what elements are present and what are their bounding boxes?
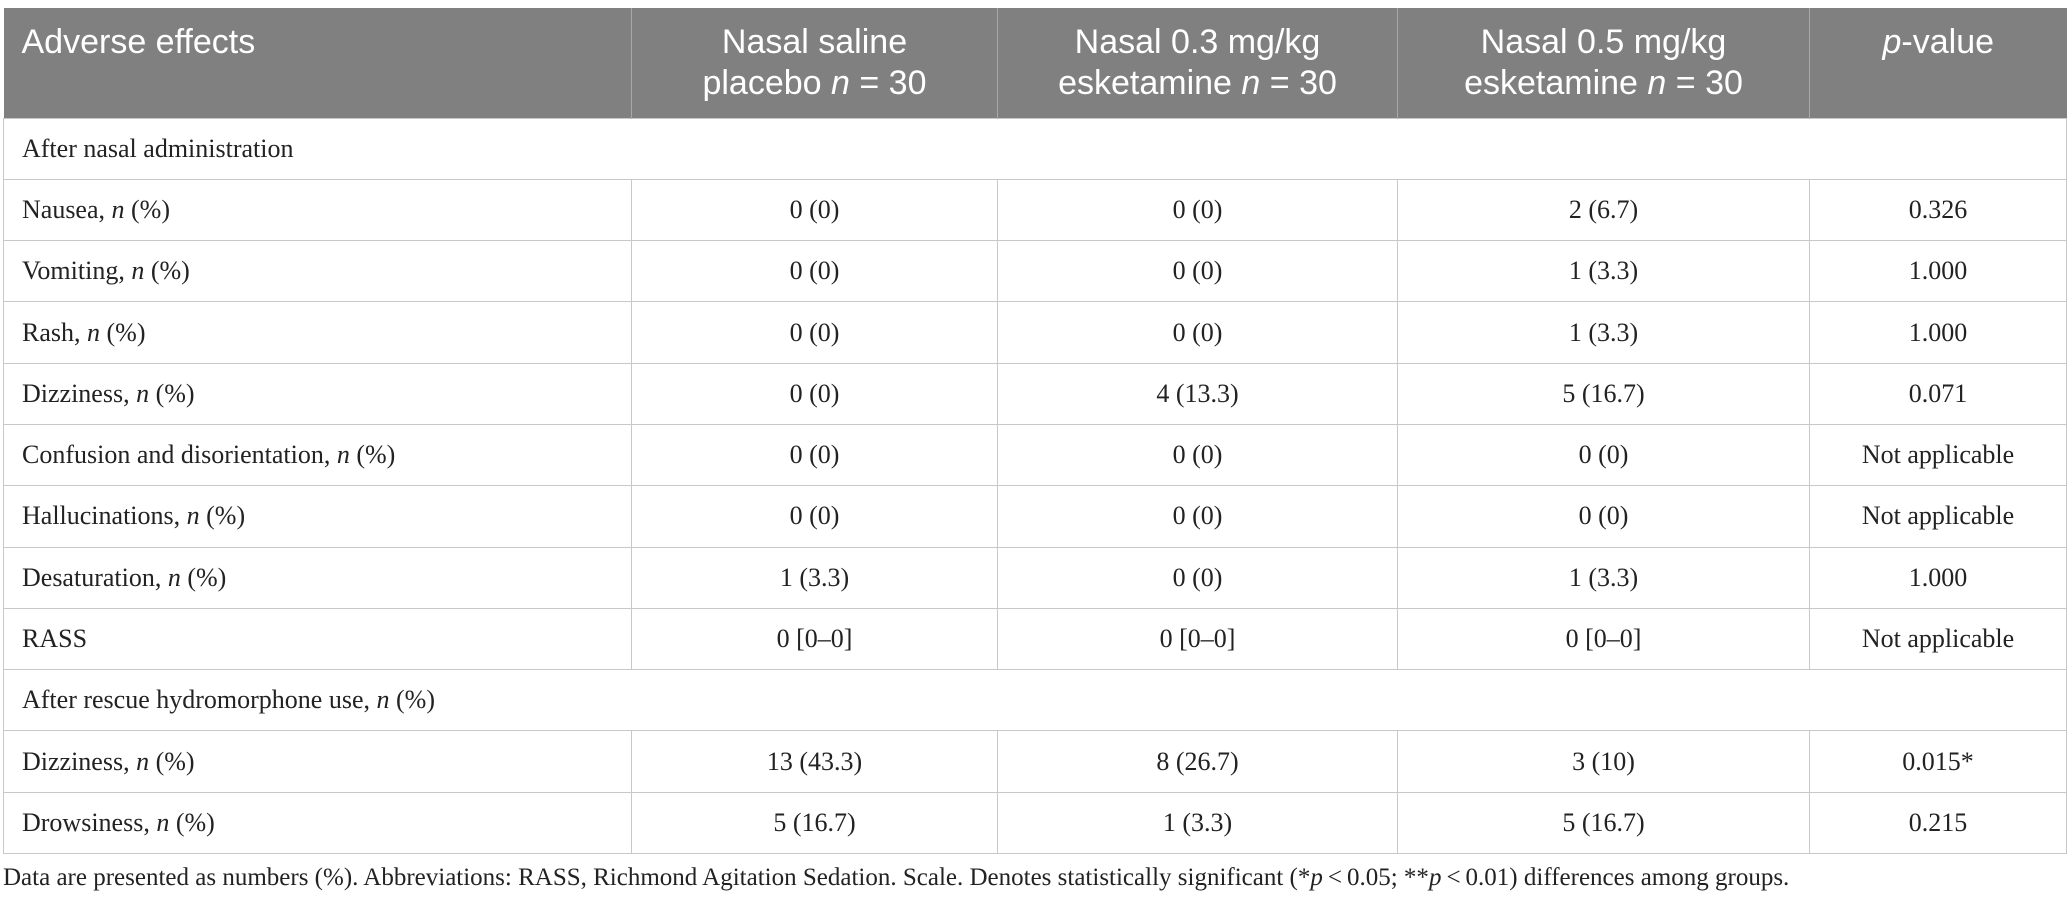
table-row [4,241,2067,302]
cell-esketamine-05: 5 (16.7) [1398,792,1810,853]
section-label: After nasal administration [4,118,2067,179]
cell-esketamine-03: 0 (0) [998,547,1398,608]
row-label: Vomiting, n (%) [4,241,632,302]
cell-p-value: 0.215 [1810,792,2067,853]
cell-esketamine-03: 0 (0) [998,424,1398,485]
table-row [4,608,2067,669]
table-header [4,8,2067,118]
cell-p-value: 1.000 [1810,241,2067,302]
cell-esketamine-03: 1 (3.3) [998,792,1398,853]
cell-saline-placebo: 0 (0) [632,241,998,302]
row-label: Drowsiness, n (%) [4,792,632,853]
cell-esketamine-03: 4 (13.3) [998,363,1398,424]
row-label: RASS [4,608,632,669]
cell-saline-placebo: 0 (0) [632,363,998,424]
header-adverse-effects: Adverse effects [21,23,256,61]
table-row [4,547,2067,608]
row-label: Dizziness, n (%) [4,731,632,792]
cell-esketamine-03: 0 (0) [998,241,1398,302]
cell-esketamine-05: 1 (3.3) [1398,547,1810,608]
header-saline-placebo: Nasal saline placebo n = 30 [632,8,998,118]
table-row [4,302,2067,363]
cell-saline-placebo: 13 (43.3) [632,731,998,792]
row-label: Nausea, n (%) [4,179,632,240]
row-label: Dizziness, n (%) [4,363,632,424]
adverse-effects-table [3,8,2066,854]
header-esketamine-03: Nasal 0.3 mg/kg esketamine n = 30 [998,8,1398,118]
cell-saline-placebo: 0 (0) [632,486,998,547]
cell-p-value: 1.000 [1810,302,2067,363]
cell-esketamine-05: 1 (3.3) [1398,241,1810,302]
cell-esketamine-05: 0 [0–0] [1398,608,1810,669]
table-body [4,118,2067,854]
row-label: Confusion and disorientation, n (%) [4,424,632,485]
cell-esketamine-05: 5 (16.7) [1398,363,1810,424]
cell-esketamine-03: 0 (0) [998,486,1398,547]
table-row [4,731,2067,792]
cell-saline-placebo: 1 (3.3) [632,547,998,608]
section-row [4,670,2067,731]
table-row [4,363,2067,424]
cell-esketamine-03: 0 (0) [998,179,1398,240]
cell-p-value: Not applicable [1810,608,2067,669]
cell-p-value: 0.326 [1810,179,2067,240]
row-label: Desaturation, n (%) [4,547,632,608]
cell-esketamine-05: 2 (6.7) [1398,179,1810,240]
header-esketamine-05: Nasal 0.5 mg/kg esketamine n = 30 [1398,8,1810,118]
cell-esketamine-05: 0 (0) [1398,486,1810,547]
cell-saline-placebo: 0 (0) [632,179,998,240]
header-p-value: p-value [1810,8,2067,118]
cell-p-value: 0.015* [1810,731,2067,792]
cell-p-value: Not applicable [1810,486,2067,547]
cell-esketamine-05: 3 (10) [1398,731,1810,792]
cell-esketamine-03: 0 [0–0] [998,608,1398,669]
table-row [4,424,2067,485]
cell-esketamine-05: 1 (3.3) [1398,302,1810,363]
section-row [4,118,2067,179]
table-footnote: Data are presented as numbers (%). Abbreviations: RASS, Richmond Agitation Sedation. Scale. Denotes statistically significant (*p < 0.05; **p < 0.01) differences among groups. [3,864,1790,891]
cell-esketamine-03: 8 (26.7) [998,731,1398,792]
cell-saline-placebo: 0 (0) [632,302,998,363]
cell-esketamine-05: 0 (0) [1398,424,1810,485]
cell-p-value: 0.071 [1810,363,2067,424]
cell-p-value: 1.000 [1810,547,2067,608]
cell-p-value: Not applicable [1810,424,2067,485]
data-table [3,8,2067,854]
cell-saline-placebo: 5 (16.7) [632,792,998,853]
cell-saline-placebo: 0 [0–0] [632,608,998,669]
cell-esketamine-03: 0 (0) [998,302,1398,363]
row-label: Hallucinations, n (%) [4,486,632,547]
header-row [4,8,2067,118]
table-row [4,486,2067,547]
row-label: Rash, n (%) [4,302,632,363]
table-row [4,179,2067,240]
cell-saline-placebo: 0 (0) [632,424,998,485]
section-label: After rescue hydromorphone use, n (%) [4,670,2067,731]
table-row [4,792,2067,853]
